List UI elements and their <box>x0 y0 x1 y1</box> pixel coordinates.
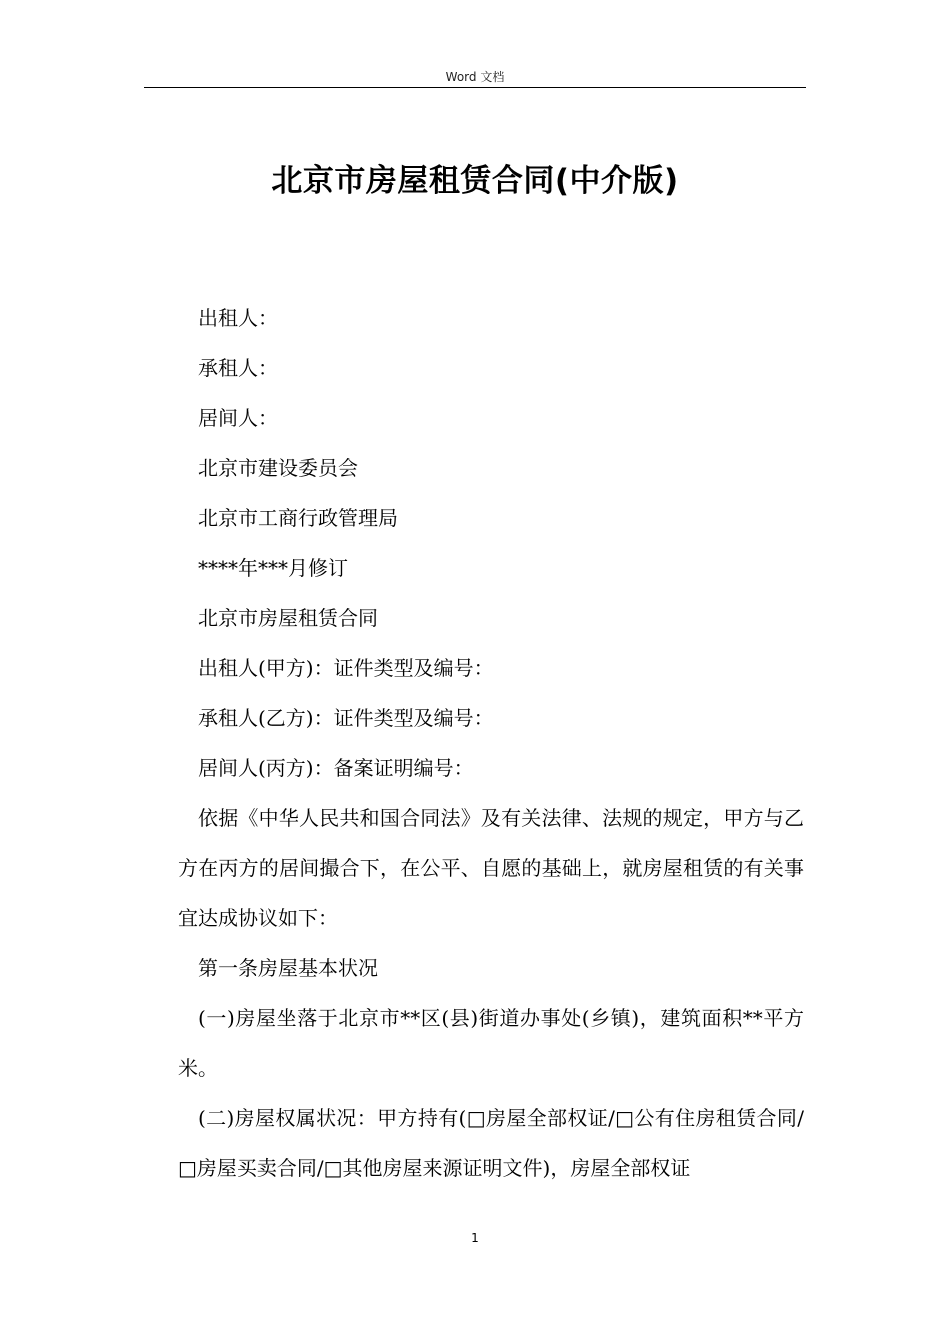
paragraph-contract-name: 北京市房屋租赁合同 <box>198 606 378 630</box>
paragraph-intermediary: 居间人： <box>198 406 278 430</box>
paragraph-preamble: 依据《中华人民共和国合同法》及有关法律、法规的规定，甲方与乙方在丙方的居间撮合下，在公平、自愿的基础上，就房屋租赁的有关事宜达成协议如下： <box>178 806 804 930</box>
paragraph-revision-date: ****年***月修订 <box>198 556 348 580</box>
header-divider <box>144 87 806 88</box>
paragraph-article-1-heading: 第一条房屋基本状况 <box>198 956 378 980</box>
paragraph-construction-committee: 北京市建设委员会 <box>198 456 358 480</box>
paragraph-party-b: 承租人(乙方)：证件类型及编号： <box>198 706 494 730</box>
document-header-label: Word 文档 <box>445 70 505 84</box>
paragraph-article-1-item-2: (二)房屋权属状况：甲方持有(□房屋全部权证/□公有住房租赁合同/□房屋买卖合同/□其他房屋来源证明文件)，房屋全部权证 <box>178 1106 804 1180</box>
paragraph-lessor: 出租人： <box>198 306 278 330</box>
paragraph-article-1-item-1: (一)房屋坐落于北京市**区(县)街道办事处(乡镇)，建筑面积**平方米。 <box>178 1006 804 1080</box>
document-body <box>178 293 804 1193</box>
page-number: 1 <box>471 1231 479 1245</box>
document-title: 北京市房屋租赁合同(中介版) <box>271 163 679 199</box>
paragraph-commerce-bureau: 北京市工商行政管理局 <box>198 506 398 530</box>
paragraph-party-c: 居间人(丙方)：备案证明编号： <box>198 756 474 780</box>
paragraph-party-a: 出租人(甲方)：证件类型及编号： <box>198 656 494 680</box>
paragraph-lessee: 承租人： <box>198 356 278 380</box>
